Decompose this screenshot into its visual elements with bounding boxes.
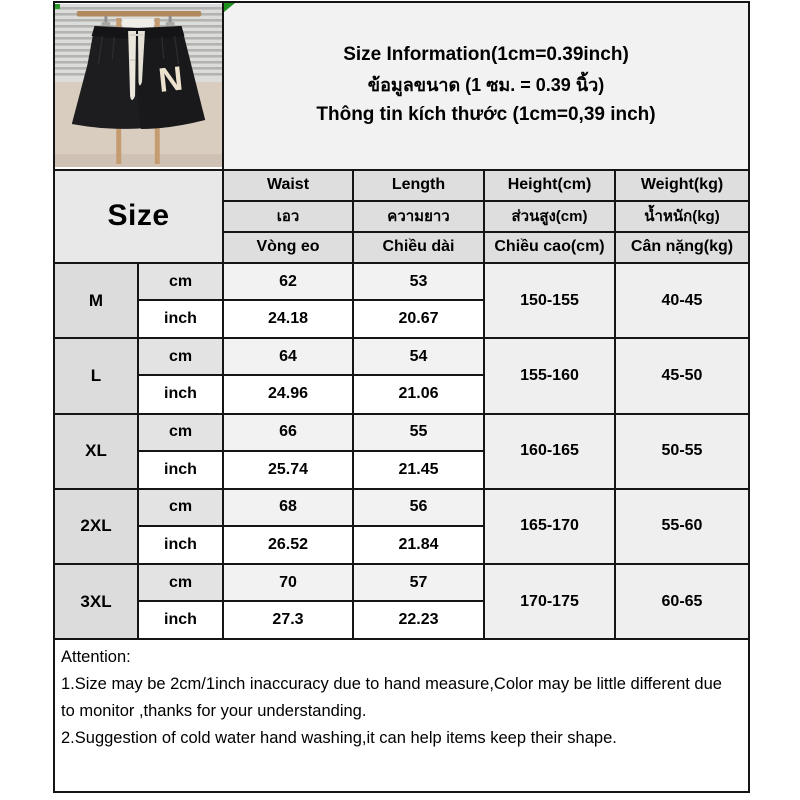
size-label: 2XL [54,489,138,564]
waist-inch-value: 25.74 [223,451,353,489]
length-inch-value: 22.23 [353,601,484,639]
attention-heading: Attention: [61,648,131,667]
unit-inch-label: inch [138,375,223,413]
weight-range: 60-65 [615,564,749,639]
waist-inch-value: 27.3 [223,601,353,639]
waist-cm-value: 62 [223,263,353,300]
size-header: Size [54,170,223,263]
unit-cm-label: cm [138,414,223,451]
height-header-vi: Chiều cao(cm) [484,232,615,263]
attention-line-2: 2.Suggestion of cold water hand washing,it can help items keep their shape. [61,728,617,747]
weight-range: 55-60 [615,489,749,564]
length-cm-value: 56 [353,489,484,526]
height-header-th: ส่วนสูง(cm) [484,201,615,232]
floor-shadow [55,154,222,167]
unit-inch-label: inch [138,300,223,338]
title-english: Size Information(1cm=0.39inch) [343,44,629,66]
attention-line-1: 1.Size may be 2cm/1inch inaccuracy due to hand measure,Color may be little different due to monitor ,thanks for your understanding. [61,675,722,720]
weight-header-en: Weight(kg) [615,170,749,201]
length-cm-value: 54 [353,338,484,375]
waist-cm-value: 64 [223,338,353,375]
waist-inch-value: 24.18 [223,300,353,338]
length-header-vi: Chiều dài [353,232,484,263]
height-range: 170-175 [484,564,615,639]
table-row [54,564,749,601]
size-sheet [53,1,750,793]
length-inch-value: 21.45 [353,451,484,489]
size-label: M [54,263,138,338]
title-vietnamese: Thông tin kích thước (1cm=0,39 inch) [316,104,656,126]
size-label: 3XL [54,564,138,639]
length-cm-value: 55 [353,414,484,451]
attention-note [54,639,749,792]
height-range: 160-165 [484,414,615,489]
waist-header-en: Waist [223,170,353,201]
height-range: 165-170 [484,489,615,564]
length-cm-value: 57 [353,564,484,601]
unit-cm-label: cm [138,263,223,300]
waist-cm-value: 66 [223,414,353,451]
weight-header-th: น้ำหนัก(kg) [615,201,749,232]
length-header-en: Length [353,170,484,201]
product-photo [55,4,222,167]
title-block [223,2,749,170]
weight-range: 45-50 [615,338,749,413]
waist-inch-value: 26.52 [223,526,353,564]
unit-inch-label: inch [138,451,223,489]
waist-header-vi: Vòng eo [223,232,353,263]
unit-cm-label: cm [138,489,223,526]
table-row [54,414,749,451]
table-row [54,263,749,300]
weight-range: 50-55 [615,414,749,489]
excel-marker-dot-icon [55,4,60,9]
waist-cm-value: 68 [223,489,353,526]
height-range: 150-155 [484,263,615,338]
waist-cm-value: 70 [223,564,353,601]
height-range: 155-160 [484,338,615,413]
unit-cm-label: cm [138,338,223,375]
table-row [54,489,749,526]
length-inch-value: 21.84 [353,526,484,564]
hanger-bar [77,11,202,17]
unit-inch-label: inch [138,601,223,639]
waist-inch-value: 24.96 [223,375,353,413]
length-inch-value: 20.67 [353,300,484,338]
weight-header-vi: Cân nặng(kg) [615,232,749,263]
length-inch-value: 21.06 [353,375,484,413]
title-thai: ข้อมูลขนาด (1 ซม. = 0.39 นิ้ว) [367,75,605,96]
height-header-en: Height(cm) [484,170,615,201]
product-photo-cell [54,2,223,170]
waist-header-th: เอว [223,201,353,232]
n-patch: N [156,59,185,101]
length-cm-value: 53 [353,263,484,300]
unit-cm-label: cm [138,564,223,601]
size-label: XL [54,414,138,489]
table-row [54,338,749,375]
length-header-th: ความยาว [353,201,484,232]
excel-marker-triangle-icon [224,3,235,12]
weight-range: 40-45 [615,263,749,338]
size-label: L [54,338,138,413]
unit-inch-label: inch [138,526,223,564]
